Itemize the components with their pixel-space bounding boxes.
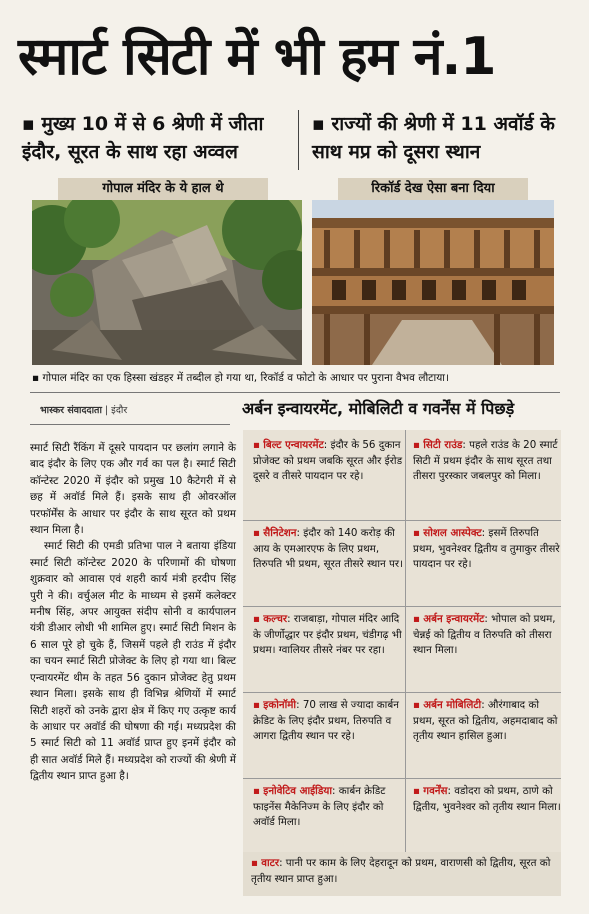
article-paragraph: स्मार्ट सिटी रैंकिंग में दूसरे पायदान पर छलांग लगाने के बाद इंदौर के लिए एक और गर्व का पल है। स्मार्ट सिटी कॉन्टेस्ट 2020 में इंदौर को प्रमुख 10 कैटेगरी में से छह में अवॉर्ड मिले हैं। इसके साथ ही ओवरऑल परफॉर्मेंस के आधार पर इंदौर के साथ सूरत को प्रथम स्थान मिला है। bbox=[30, 442, 236, 537]
award-text: : इंदौर के 56 दुकान प्रोजेक्ट को प्रथम जबकि सूरत और ईरोड दूसरे व तीसरे पायदान पर रहे। bbox=[253, 439, 403, 482]
byline-city: इंदौर bbox=[111, 405, 128, 416]
award-label: सिटी राउंड bbox=[423, 439, 463, 451]
award-text: : भोपाल को प्रथम, चेन्नई को द्वितीय व तिरुपति को तीसरा स्थान मिला। bbox=[413, 613, 556, 656]
subhead-divider bbox=[298, 110, 299, 170]
byline-name: भास्कर संवाददाता bbox=[40, 405, 102, 416]
subhead-right: ▪ राज्यों की श्रेणी में 11 अवॉर्ड के साथ मप्र को दूसरा स्थान bbox=[312, 113, 555, 163]
award-text: : औरंगाबाद को प्रथम, सूरत को द्वितीय, अहमदाबाद को तृतीय स्थान हासिल हुआ। bbox=[413, 699, 558, 742]
award-item: ▪ सिटी राउंड: पहले राउंड के 20 स्मार्ट सिटी में प्रथम इंदौर के साथ सूरत तथा तीसरा पुरस्कार जबलपुर को मिला। bbox=[413, 439, 558, 482]
article-paragraph: स्मार्ट सिटी की एमडी प्रतिभा पाल ने बताया इंडिया स्मार्ट सिटी कॉन्टेस्ट 2020 के परिणामों की घोषणा शुक्रवार को आवास एवं शहरी कार्य मंत्री हरदीप सिंह पुरी ने की। वर्चुअल मीट के माध्यम से इसमें कलेक्टर मनीष सिंह, अपर आयुक्त संदीप सोनी व कार्यपालन यंत्री डीआर लोधी भी शामिल हुए। स्मार्ट सिटी मिशन के 6 साल पूरे हो चुके हैं, जिसमें पहले ही राउंड में इंदौर का चयन स्मार्ट सिटी प्रोजेक्ट के लिए हो गया था। बिल्ट एन्वायरमेंट थीम के तहत 56 दुकान प्रोजेक्ट हेतु प्रथम स्थान मिला। इसके साथ ही विभिन्न श्रेणियों में स्मार्ट सिटी शहरों को उनके द्वारा क्षेत्र में किए गए उत्कृष्ट कार्य के आधार पर अवॉर्ड की घोषणा की गई। मध्यप्रदेश की 5 स्मार्ट सिटी को 11 अवॉर्ड प्राप्त हुए इनमें इंदौर को ही सात अवॉर्ड मिले हैं। मध्यप्रदेश को राज्यों की श्रेणी में द्वितीय स्थान प्राप्त हुआ है। bbox=[30, 540, 236, 783]
award-text: : 70 लाख से ज्यादा कार्बन क्रेडिट के लिए इंदौर प्रथम, तिरुपति व आगरा द्वितीय स्थान पर रहे। bbox=[253, 699, 399, 742]
subhead-left: ▪ मुख्य 10 में से 6 श्रेणी में जीता इंदौर, सूरत के साथ रहा अव्वल bbox=[22, 113, 264, 163]
award-text: : इसमें तिरुपति प्रथम, भुवनेश्वर द्वितीय व तुमाकुर तीसरे पायदान पर रहे। bbox=[413, 527, 560, 570]
award-item: ▪ इकोनॉमी: 70 लाख से ज्यादा कार्बन क्रेडिट के लिए इंदौर प्रथम, तिरुपति व आगरा द्वितीय स्थान पर रहे। bbox=[253, 699, 399, 742]
award-label: कल्चर bbox=[263, 613, 288, 625]
headline: स्मार्ट सिटी में भी हम नं.1 bbox=[18, 27, 496, 87]
award-text: : पहले राउंड के 20 स्मार्ट सिटी में प्रथम इंदौर के साथ सूरत तथा तीसरा पुरस्कार जबलपुर को मिला। bbox=[413, 439, 558, 482]
award-item: ▪ बिल्ट एन्वायरमेंट: इंदौर के 56 दुकान प्रोजेक्ट को प्रथम जबकि सूरत और ईरोड दूसरे व तीसरे पायदान पर रहे। bbox=[253, 439, 403, 482]
byline: भास्कर संवाददाता | इंदौर bbox=[40, 405, 128, 416]
award-label: सैनिटेशन bbox=[263, 527, 297, 539]
restored-temple-photo bbox=[312, 200, 554, 365]
article-body bbox=[30, 440, 236, 785]
award-label: गवर्नेंस bbox=[423, 785, 448, 797]
awards-row-rule bbox=[243, 778, 561, 779]
awards-divider bbox=[405, 430, 406, 860]
award-item: ▪ कल्चर: राजबाड़ा, गोपाल मंदिर आदि के जीर्णोद्धार पर इंदौर प्रथम, चंडीगढ़ भी प्रथम। ग्वालियर तीसरे नंबर पर रहा। bbox=[253, 613, 402, 656]
award-item: ▪ गवर्नेंस: वडोदरा को प्रथम, ठाणे को द्वितीय, भुवनेश्वर को तृतीय स्थान मिला। bbox=[413, 785, 561, 813]
photo-caption: ▪ गोपाल मंदिर का एक हिस्सा खंडहर में तब्दील हो गया था, रिकॉर्ड व फोटो के आधार पर पुराना वैभव लौटाया। bbox=[32, 372, 449, 384]
award-label: वाटर bbox=[261, 857, 280, 869]
award-label: सोशल आस्पेक्ट bbox=[423, 527, 482, 539]
award-item: ▪ सोशल आस्पेक्ट: इसमें तिरुपति प्रथम, भुवनेश्वर द्वितीय व तुमाकुर तीसरे पायदान पर रहे। bbox=[413, 527, 560, 570]
photo-label-before: गोपाल मंदिर के ये हाल थे bbox=[58, 178, 268, 200]
award-item: ▪ सैनिटेशन: इंदौर को 140 करोड़ की आय के एमआरएफ के लिए प्रथम, तिरुपति भी प्रथम, सूरत तीसरे स्थान पर। bbox=[253, 527, 403, 570]
section-rule bbox=[30, 392, 560, 393]
awards-row-rule bbox=[243, 692, 561, 693]
award-item: ▪ अर्बन मोबिलिटी: औरंगाबाद को प्रथम, सूरत को द्वितीय, अहमदाबाद को तृतीय स्थान हासिल हुआ। bbox=[413, 699, 558, 742]
award-text: : वडोदरा को प्रथम, ठाणे को द्वितीय, भुवनेश्वर को तृतीय स्थान मिला। bbox=[413, 785, 561, 813]
award-label: इकोनॉमी bbox=[263, 699, 297, 711]
award-item: ▪ अर्बन इन्वायरमेंट: भोपाल को प्रथम, चेन्नई को द्वितीय व तिरुपति को तीसरा स्थान मिला। bbox=[413, 613, 556, 656]
byline-rule bbox=[30, 424, 230, 425]
award-text: : इंदौर को 140 करोड़ की आय के एमआरएफ के लिए प्रथम, तिरुपति भी प्रथम, सूरत तीसरे स्थान पर। bbox=[253, 527, 403, 570]
award-label: अर्बन इन्वायरमेंट bbox=[423, 613, 485, 625]
award-label: बिल्ट एन्वायरमेंट bbox=[263, 439, 324, 451]
award-text: : कार्बन क्रेडिट फाइनेंस मैकेनिज्म के लिए इंदौर को अवॉर्ड मिला। bbox=[253, 785, 386, 828]
awards-row-rule bbox=[243, 606, 561, 607]
award-item: ▪ इनोवेटिव आईडिया: कार्बन क्रेडिट फाइनेंस मैकेनिज्म के लिए इंदौर को अवॉर्ड मिला। bbox=[253, 785, 386, 828]
awards-row-rule bbox=[243, 520, 561, 521]
section-title: अर्बन इन्वायरमेंट, मोबिलिटी व गवर्नेंस में पिछड़े bbox=[242, 399, 515, 418]
ruined-temple-photo bbox=[32, 200, 302, 365]
award-label: इनोवेटिव आईडिया bbox=[263, 785, 332, 797]
award-label: अर्बन मोबिलिटी bbox=[423, 699, 482, 711]
award-item-water: ▪ वाटर: पानी पर काम के लिए देहरादून को प्रथम, वाराणसी को द्वितीय, सूरत को तृतीय स्थान प्राप्त हुआ। bbox=[243, 852, 561, 896]
photo-label-after: रिकॉर्ड देख ऐसा बना दिया bbox=[338, 178, 528, 200]
award-text: : राजबाड़ा, गोपाल मंदिर आदि के जीर्णोद्धार पर इंदौर प्रथम, चंडीगढ़ भी प्रथम। ग्वालियर तीसरे नंबर पर रहा। bbox=[253, 613, 402, 656]
award-text: : पानी पर काम के लिए देहरादून को प्रथम, वाराणसी को द्वितीय, सूरत को तृतीय स्थान प्राप्त हुआ। bbox=[251, 857, 551, 885]
